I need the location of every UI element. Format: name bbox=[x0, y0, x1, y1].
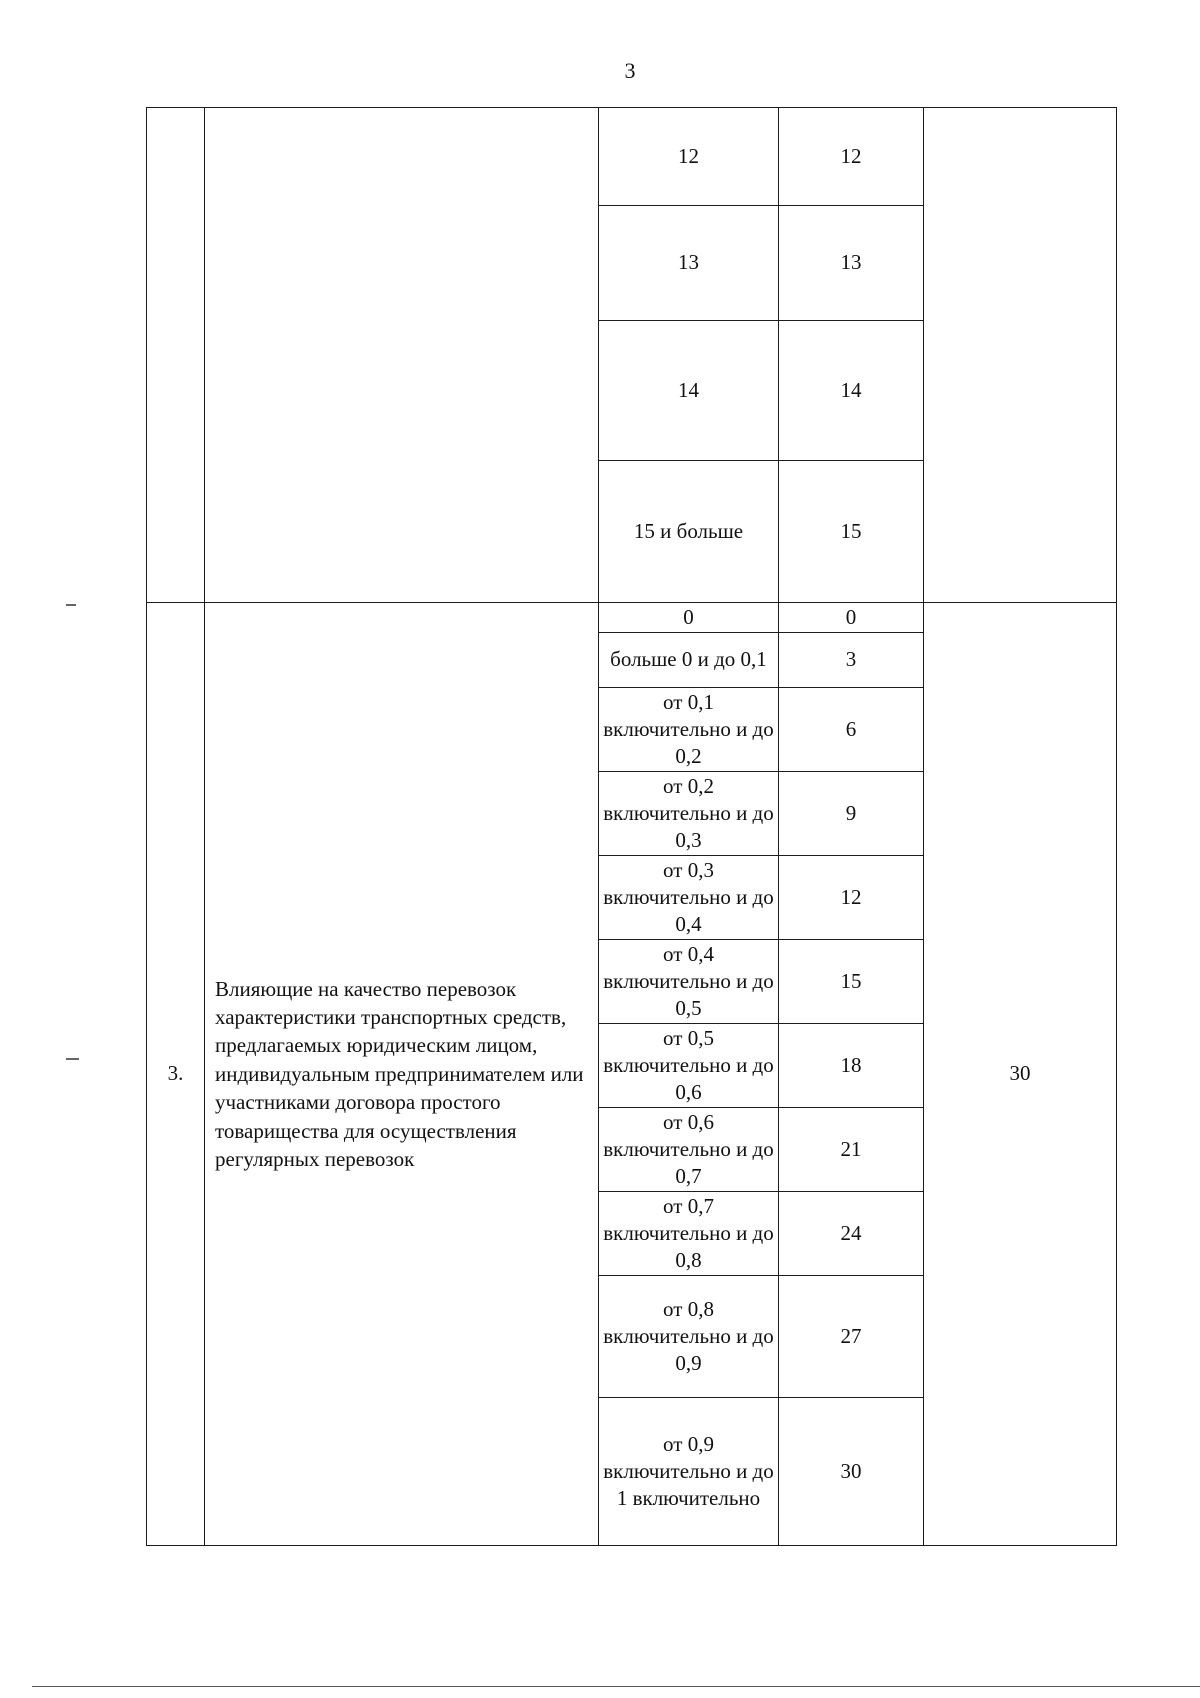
score-cell: 14 bbox=[779, 321, 924, 461]
bottom-rule bbox=[32, 1686, 1200, 1687]
score-cell: 3 bbox=[779, 633, 924, 688]
table-row bbox=[147, 108, 1117, 206]
criterion-number: 3. bbox=[147, 603, 205, 1546]
range-cell: от 0,3 включительно и до 0,4 bbox=[599, 856, 779, 940]
criterion-description: Влияющие на качество перевозок характеристики транспортных средств, предлагаемых юридическим лицом, индивидуальным предпринимателем или участниками договора простого товарищества для осуществления регулярных перевозок bbox=[205, 603, 599, 1546]
range-cell: 0 bbox=[599, 603, 779, 633]
score-cell: 30 bbox=[779, 1398, 924, 1546]
range-cell: от 0,6 включительно и до 0,7 bbox=[599, 1108, 779, 1192]
table-row bbox=[147, 603, 1117, 633]
page-number: 3 bbox=[624, 58, 636, 83]
range-cell: больше 0 и до 0,1 bbox=[599, 633, 779, 688]
description-cell-empty bbox=[205, 108, 599, 603]
score-cell: 9 bbox=[779, 772, 924, 856]
range-cell: от 0,5 включительно и до 0,6 bbox=[599, 1024, 779, 1108]
scan-mark bbox=[66, 1058, 79, 1060]
score-cell: 0 bbox=[779, 603, 924, 633]
range-cell: 12 bbox=[599, 108, 779, 206]
criteria-table bbox=[146, 107, 1117, 1546]
range-cell: от 0,4 включительно и до 0,5 bbox=[599, 940, 779, 1024]
score-cell: 21 bbox=[779, 1108, 924, 1192]
range-cell: от 0,9 включительно и до 1 включительно bbox=[599, 1398, 779, 1546]
scan-mark bbox=[66, 604, 76, 606]
score-cell: 27 bbox=[779, 1276, 924, 1398]
number-cell-empty bbox=[147, 108, 205, 603]
range-cell: 15 и больше bbox=[599, 461, 779, 603]
score-cell: 18 bbox=[779, 1024, 924, 1108]
range-cell: от 0,1 включительно и до 0,2 bbox=[599, 688, 779, 772]
score-cell: 15 bbox=[779, 940, 924, 1024]
score-cell: 13 bbox=[779, 206, 924, 321]
max-score-cell-empty bbox=[924, 108, 1117, 603]
range-cell: от 0,8 включительно и до 0,9 bbox=[599, 1276, 779, 1398]
score-cell: 6 bbox=[779, 688, 924, 772]
range-cell: от 0,7 включительно и до 0,8 bbox=[599, 1192, 779, 1276]
criterion-max-score: 30 bbox=[924, 603, 1117, 1546]
score-cell: 12 bbox=[779, 108, 924, 206]
score-cell: 24 bbox=[779, 1192, 924, 1276]
score-cell: 15 bbox=[779, 461, 924, 603]
range-cell: 14 bbox=[599, 321, 779, 461]
score-cell: 12 bbox=[779, 856, 924, 940]
range-cell: от 0,2 включительно и до 0,3 bbox=[599, 772, 779, 856]
range-cell: 13 bbox=[599, 206, 779, 321]
